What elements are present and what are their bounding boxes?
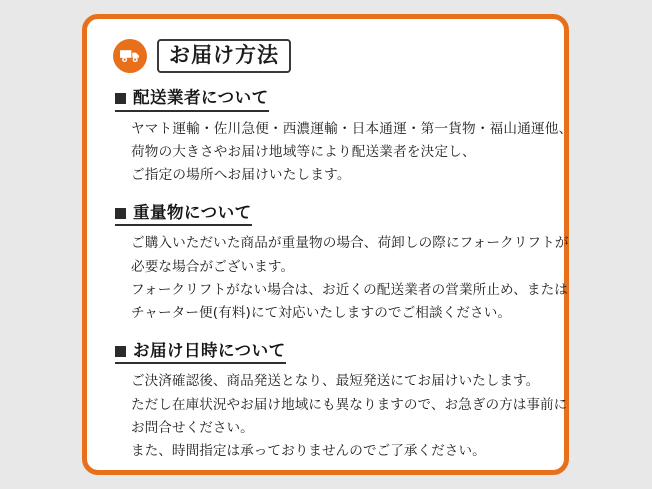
body-line: ただし在庫状況やお届け地域にも異なりますので、お急ぎの方は事前に	[131, 396, 568, 413]
section-body	[131, 232, 569, 326]
delivery-truck-icon	[113, 39, 147, 73]
section-heading: お届け日時について	[115, 340, 286, 364]
section-heading: 配送業者について	[115, 87, 269, 111]
body-line: ヤマト運輸・佐川急便・西濃運輸・日本通運・第一貨物・福山通運他、	[131, 120, 573, 137]
body-line: 荷物の大きさやお届け地域等により配送業者を決定し、	[131, 144, 476, 160]
body-line: ご購入いただいた商品が重量物の場合、荷卸しの際にフォークリフトが	[131, 235, 569, 252]
body-line: お問合せください。	[131, 419, 254, 436]
delivery-info-panel	[82, 14, 573, 475]
body-line: また、時間指定は承っておりませんのでご了承ください。	[131, 443, 486, 460]
bullet-square-icon	[115, 208, 126, 219]
panel-header	[113, 39, 544, 73]
body-line: チャーター便(有料)にて対応いたしますのでご相談ください。	[131, 305, 512, 322]
section-heading: 重量物について	[115, 202, 252, 226]
section-body	[131, 370, 568, 464]
body-line: ご決済確認後、商品発送となり、最短発送にてお届けいたします。	[131, 373, 540, 390]
section-shipping-carriers	[109, 87, 573, 188]
body-line: ご指定の場所へお届けいたします。	[131, 167, 351, 184]
bullet-square-icon	[115, 93, 126, 104]
body-line: 必要な場合がございます。	[131, 258, 295, 275]
section-heavy-items	[109, 202, 569, 326]
section-body	[131, 118, 573, 188]
section-delivery-datetime	[109, 340, 568, 464]
body-line: フォークリフトがない場合は、お近くの配送業者の営業所止め、または	[131, 281, 568, 298]
page-title: お届け方法	[157, 39, 291, 73]
bullet-square-icon	[115, 346, 126, 357]
